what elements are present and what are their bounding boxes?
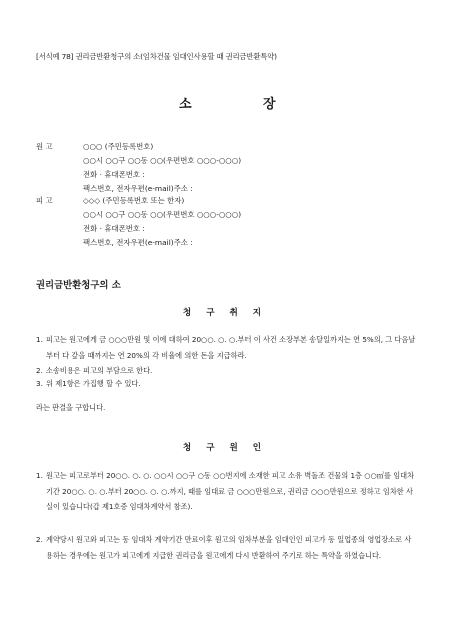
item-number: 1. [36, 335, 43, 344]
title-char-jang: 장 [263, 97, 276, 112]
claim-cause-item [36, 468, 416, 515]
form-label: [서식예 78] 권리금반환청구의 소(임차건물 임대인사용할 때 권리금반환특약) [36, 52, 277, 61]
item-number: 2. [36, 535, 43, 544]
item-text: 피고는 원고에게 금 ○○○만원 및 이에 대하여 20○○. ○. ○.부터 이 사건 소장부본 송달일까지는 연 5%의, 그 다음날부터 다 갚을 때까지는 연 20%의 각 비율에 의한 돈을 지급하라. [46, 335, 416, 360]
judgment-request: 라는 판결을 구합니다. [36, 403, 106, 412]
claim-cause-heading: 청 구 원 인 [182, 443, 268, 453]
defendant-name: ◇◇◇ (주민등록번호 또는 한자) [83, 196, 185, 205]
plaintiff-role: 원 고 [36, 142, 53, 151]
item-text: 소송비용은 피고의 부담으로 한다. [46, 366, 153, 375]
defendant-fax-email: 팩스번호, 전자우편(e-mail)주소 : [83, 238, 193, 247]
claim-purpose-item [36, 376, 416, 392]
defendant-role: 피 고 [36, 196, 53, 205]
item-number: 1. [36, 471, 43, 480]
plaintiff-fax-email: 팩스번호, 전자우편(e-mail)주소 : [83, 184, 193, 193]
plaintiff-phone: 전화 · 휴대폰번호 : [83, 170, 145, 179]
claim-purpose-item [36, 332, 416, 363]
claim-purpose-heading: 청 구 취 지 [182, 308, 268, 318]
plaintiff-address: ○○시 ○○구 ○○동 ○○(우편번호 ○○○-○○○) [83, 156, 242, 165]
title-char-so: 소 [179, 97, 192, 112]
item-text: 원고는 피고로부터 20○○. ○. ○. ○○시 ○○구 ○동 ○○번지에 소재한 피고 소유 벽돌조 건물의 1층 ○○㎡를 임대차기간 20○○. ○. ○.부터 20○○. ○. ○.까지, 때를 임대료 금 ○○○만원으로, 권리금 ○○○만원으로 정하고 임차한 사실이 있습니다(갑 제1호증 임대차계약서 참조). [46, 471, 415, 511]
item-text: 계약당시 원고와 피고는 동 임대차 계약기간 만료이후 원고의 임차부분을 임대인인 피고가 동 일업종의 영업장소로 사용하는 경우에는 원고가 피고에게 지급한 권리금을 원고에게 다시 반환하여 주기로 하는 특약을 하였습니다. [46, 535, 412, 560]
case-title: 권리금반환청구의 소 [36, 280, 121, 291]
item-number: 2. [36, 366, 43, 375]
claim-cause-item [36, 532, 416, 563]
item-text: 위 제1항은 가집행 할 수 있다. [46, 379, 141, 388]
defendant-phone: 전화 · 휴대폰번호 : [83, 224, 145, 233]
defendant-address: ○○시 ○○구 ○○동 ○○(우편번호 ○○○-○○○) [83, 210, 242, 219]
plaintiff-name: ○○○ (주민등록번호) [83, 142, 154, 151]
item-number: 3. [36, 379, 43, 388]
